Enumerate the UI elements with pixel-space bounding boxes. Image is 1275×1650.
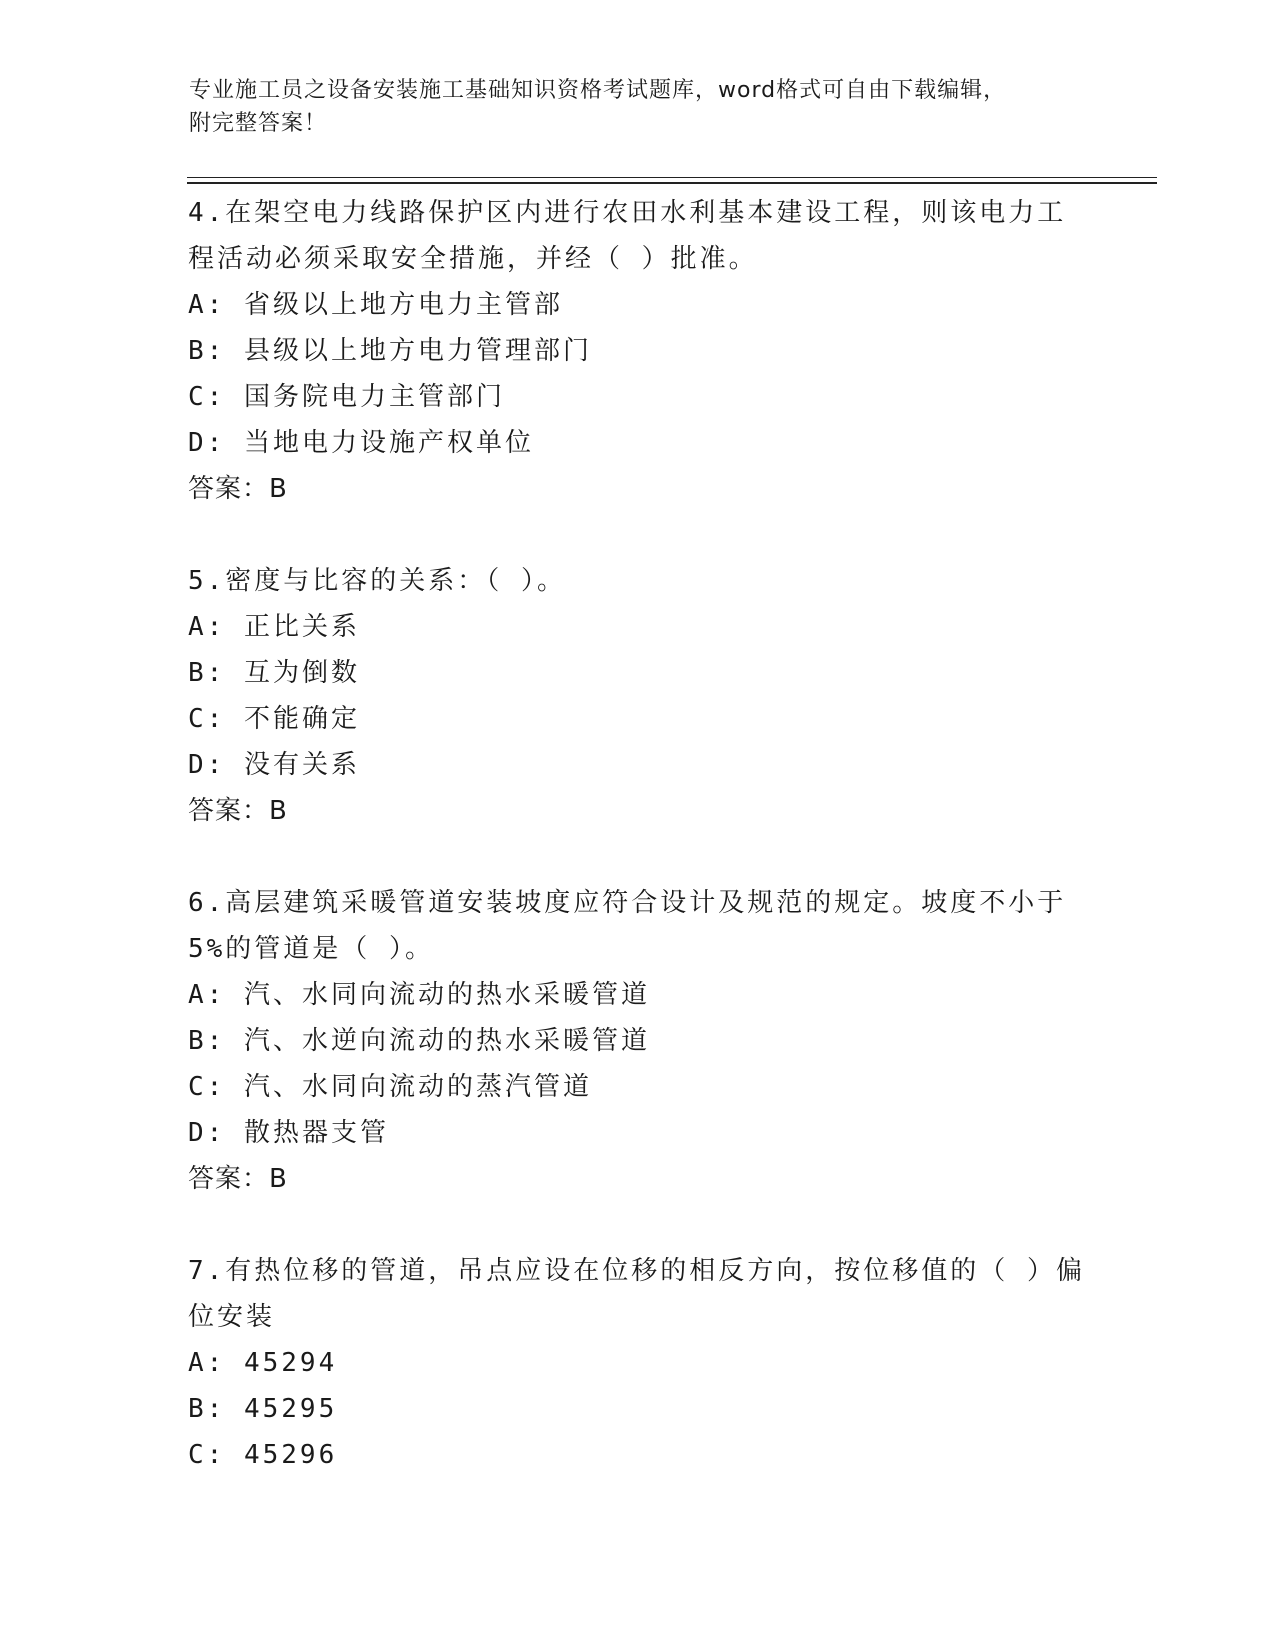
option-text: 国务院电力主管部门 bbox=[243, 382, 505, 412]
option-text: 不能确定 bbox=[243, 704, 360, 734]
question-text: 5%的管道是（ ）。 bbox=[188, 934, 434, 964]
answer-key: 答案：B bbox=[188, 1164, 288, 1194]
answer-option bbox=[188, 1110, 1088, 1156]
option-key: A: bbox=[188, 980, 226, 1010]
option-key: D: bbox=[188, 428, 226, 458]
option-text: 汽、水同向流动的热水采暖管道 bbox=[243, 980, 650, 1010]
answer-option bbox=[188, 374, 1088, 420]
question-text: 5.密度与比容的关系：（ ）。 bbox=[188, 566, 566, 596]
header-divider-thick bbox=[187, 182, 1157, 184]
answer-option bbox=[188, 328, 1088, 374]
answer-option bbox=[188, 282, 1088, 328]
answer-key: 答案：B bbox=[188, 796, 288, 826]
option-text: 45294 bbox=[243, 1348, 338, 1378]
option-text: 省级以上地方电力主管部 bbox=[243, 290, 563, 320]
answer-option bbox=[188, 1340, 1088, 1386]
option-text: 当地电力设施产权单位 bbox=[243, 428, 534, 458]
option-key: A: bbox=[188, 290, 226, 320]
answer-option bbox=[188, 604, 1088, 650]
option-key: B: bbox=[188, 336, 226, 366]
option-key: C: bbox=[188, 1072, 226, 1102]
option-text: 县级以上地方电力管理部门 bbox=[243, 336, 592, 366]
option-text: 汽、水逆向流动的热水采暖管道 bbox=[243, 1026, 650, 1056]
option-key: B: bbox=[188, 658, 226, 688]
option-key: D: bbox=[188, 1118, 226, 1148]
option-text: 45295 bbox=[243, 1394, 338, 1424]
option-text: 散热器支管 bbox=[243, 1118, 389, 1148]
header-line-1: 专业施工员之设备安装施工基础知识资格考试题库，word格式可自由下载编辑， bbox=[189, 78, 1007, 103]
question-block bbox=[188, 1248, 1088, 1478]
header-divider-thin bbox=[187, 177, 1157, 178]
option-text: 45296 bbox=[243, 1440, 338, 1470]
answer-option bbox=[188, 1432, 1088, 1478]
option-key: A: bbox=[188, 1348, 226, 1378]
question-list bbox=[188, 190, 1088, 1524]
option-text: 互为倒数 bbox=[243, 658, 360, 688]
option-key: D: bbox=[188, 750, 226, 780]
document-header bbox=[189, 74, 1089, 140]
option-text: 汽、水同向流动的蒸汽管道 bbox=[243, 1072, 592, 1102]
answer-option bbox=[188, 1064, 1088, 1110]
answer-option bbox=[188, 420, 1088, 466]
answer-option bbox=[188, 1386, 1088, 1432]
header-line-2: 附完整答案！ bbox=[189, 111, 328, 136]
question-text: 位安装 bbox=[188, 1302, 276, 1332]
question-block bbox=[188, 880, 1088, 1202]
answer-option bbox=[188, 742, 1088, 788]
question-text: 7.有热位移的管道，吊点应设在位移的相反方向，按位移值的（ ）偏 bbox=[188, 1256, 1085, 1286]
answer-option bbox=[188, 972, 1088, 1018]
option-key: B: bbox=[188, 1394, 226, 1424]
option-text: 没有关系 bbox=[243, 750, 360, 780]
option-key: B: bbox=[188, 1026, 226, 1056]
option-key: C: bbox=[188, 382, 226, 412]
answer-option bbox=[188, 696, 1088, 742]
option-text: 正比关系 bbox=[243, 612, 360, 642]
question-text: 6.高层建筑采暖管道安装坡度应符合设计及规范的规定。坡度不小于 bbox=[188, 888, 1067, 918]
question-block bbox=[188, 190, 1088, 512]
option-key: C: bbox=[188, 1440, 226, 1470]
question-text: 4.在架空电力线路保护区内进行农田水利基本建设工程，则该电力工 bbox=[188, 198, 1067, 228]
option-key: C: bbox=[188, 704, 226, 734]
question-text: 程活动必须采取安全措施，并经（ ）批准。 bbox=[188, 244, 758, 274]
option-key: A: bbox=[188, 612, 226, 642]
answer-key: 答案：B bbox=[188, 474, 288, 504]
answer-option bbox=[188, 1018, 1088, 1064]
question-block bbox=[188, 558, 1088, 834]
answer-option bbox=[188, 650, 1088, 696]
